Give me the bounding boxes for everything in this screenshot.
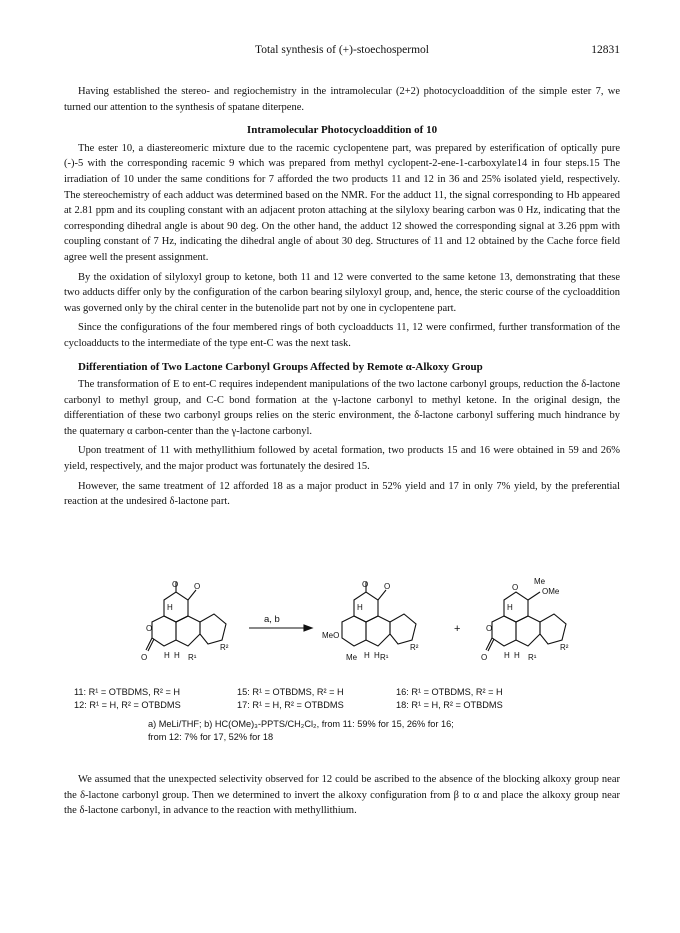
paragraph-4: Since the configurations of the four membered rings of both cycloadducts 11, 12 were confirmed, further transformation of the cycloadducts to the intermediate of the type ent-C was the next task. xyxy=(64,322,620,349)
conditions-line-2: from 12: 7% for 17, 52% for 18 xyxy=(148,732,274,742)
atom-o: O xyxy=(486,624,493,633)
atom-o: O xyxy=(384,582,391,591)
paragraph-2: The ester 10, a diastereomeric mixture due to the racemic cyclopentene part, was prepared by esterification of optically pure (-)-5 with the corresponding racemic 9 which was prepared from methyl cyclopent-2-ene-1-carboxylate14 in four steps.15 The irradiation of 10 under the same conditions for 7 afforded the two products 11 and 12 in 36 and 25% isolated yield, respectively. The stereochemistry of each adduct was determined based on the NMR. For the adduct 11, the signal corresponding to Hb appeared at 2.81 ppm and its coupling constant with an adjacent proton attaching at the silyloxy bearing carbon was 0 Hz, indicating that the corresponding dihedral angle is about 90 deg. On the other hand, the adduct 12 showed the corresponding signal at 3.26 ppm with coupling constant of 7 Hz, indicating the dihedral angle of about 30 deg. Structures of 11 and 12 obtained by the Cache force field agree well the present assignment. xyxy=(64,142,620,263)
page-number: 12831 xyxy=(591,44,620,56)
atom-r2: R² xyxy=(220,643,229,652)
arrow-head xyxy=(304,625,312,631)
reagents-label: a, b xyxy=(264,614,280,625)
atom-o: O xyxy=(194,582,201,591)
paragraph-7: However, the same treatment of 12 afforded 18 as a major product in 52% yield and 17 in only 7% yield, by the preferential reaction at the undesired δ-lactone part. xyxy=(64,480,620,508)
atom-h: H xyxy=(357,603,363,612)
label-18: 18: R¹ = H, R² = OTBDMS xyxy=(396,700,503,710)
structure-11-12 xyxy=(146,582,226,651)
atom-o: O xyxy=(481,653,488,662)
final-paragraph-block xyxy=(64,772,620,819)
atom-o: O xyxy=(172,580,179,589)
atom-o: O xyxy=(362,580,369,589)
atom-h: H xyxy=(504,651,510,660)
running-title: Total synthesis of (+)-stoechospermol xyxy=(255,44,429,56)
label-11: 11: R¹ = OTBDMS, R² = H xyxy=(74,687,181,697)
atom-me: Me xyxy=(534,578,546,586)
structure-16-18 xyxy=(486,592,566,651)
section-heading-differentiation: Differentiation of Two Lactone Carbonyl Groups Affected by Remote α-Alkoxy Group xyxy=(78,360,483,373)
atom-r2: R² xyxy=(410,643,419,652)
atom-h: H xyxy=(514,651,520,660)
paragraph-3: By the oxidation of silyloxyl group to ketone, both 11 and 12 were converted to the same ketone 13, demonstrating that these two adducts differ only by the configuration of the carbon bearing silyloxyl group, and, hence, the steric course of the cycloaddition was governed only by the chiral center in the butenolide part not by one in cyclopentene part. xyxy=(64,271,620,314)
conditions-line-1: a) MeLi/THF; b) HC(OMe)₃-PPTS/CH₂Cl₂, from 11: 59% for 15, 26% for 16; xyxy=(148,719,454,729)
atom-o: O xyxy=(146,624,153,633)
label-12: 12: R¹ = H, R² = OTBDMS xyxy=(74,700,181,710)
atom-o: O xyxy=(512,583,519,592)
paragraph-1: Having established the stereo- and regiochemistry in the intramolecular (2+2) photocycloaddition of the simple ester 7, we turned our attention to the synthesis of spatane diterpene. xyxy=(64,86,620,113)
atom-me: Me xyxy=(346,653,358,662)
section-heading-photocycloaddition: Intramolecular Photocycloaddition of 10 xyxy=(246,124,438,137)
label-row-1 xyxy=(74,686,614,699)
atom-o: O xyxy=(141,653,148,662)
atom-r1: R¹ xyxy=(188,653,197,662)
atom-h: H xyxy=(167,603,173,612)
label-16: 16: R¹ = OTBDMS, R² = H xyxy=(396,687,503,697)
label-17: 17: R¹ = H, R² = OTBDMS xyxy=(237,700,344,710)
label-row-2 xyxy=(74,699,614,712)
structure-15-17 xyxy=(342,582,416,646)
atom-r1: R¹ xyxy=(380,653,389,662)
atom-h: H xyxy=(507,603,513,612)
atom-h: H xyxy=(164,651,170,660)
paragraph-8: We assumed that the unexpected selectivity observed for 12 could be ascribed to the absence of the blocking alkoxy group near the δ-lactone carbonyl group. Then we determined to invert the alkoxy configuration from β to α and place the alkoxy group near the δ-lactone carbonyl, in advance to the reaction with methyllithium. xyxy=(64,774,620,817)
atom-meo: MeO xyxy=(322,631,340,640)
atom-r2: R² xyxy=(560,643,569,652)
paragraph-5: The transformation of E to ent-C requires independent manipulations of the two lactone carbonyl groups, reduction the δ-lactone carbonyl to methyl group, and C-C bond formation at the γ-lactone carbonyl to methyl ketone. In the original design, the differentiation of these two carbonyl groups relies on the steric environment, the δ-lactone carbonyl suffering much hindrance by the quaternary α carbon-center than the γ-lactone carbonyl. xyxy=(64,379,620,437)
compound-labels xyxy=(74,686,614,712)
reaction-conditions xyxy=(148,718,568,744)
running-head xyxy=(64,44,620,60)
plus-sign: + xyxy=(454,623,461,635)
atom-h: H xyxy=(174,651,180,660)
paragraph-6: Upon treatment of 11 with methyllithium followed by acetal formation, two products 15 and 16 were obtained in 59 and 26% yield, respectively, and the major product was fortunately the desired 15. xyxy=(64,445,620,473)
article-body xyxy=(64,84,620,514)
scheme-structures xyxy=(64,578,620,688)
atom-h: H xyxy=(374,651,380,660)
atom-h: H xyxy=(364,651,370,660)
label-15: 15: R¹ = OTBDMS, R² = H xyxy=(237,687,344,697)
atom-r1: R¹ xyxy=(528,653,537,662)
atom-ome: OMe xyxy=(542,587,560,596)
